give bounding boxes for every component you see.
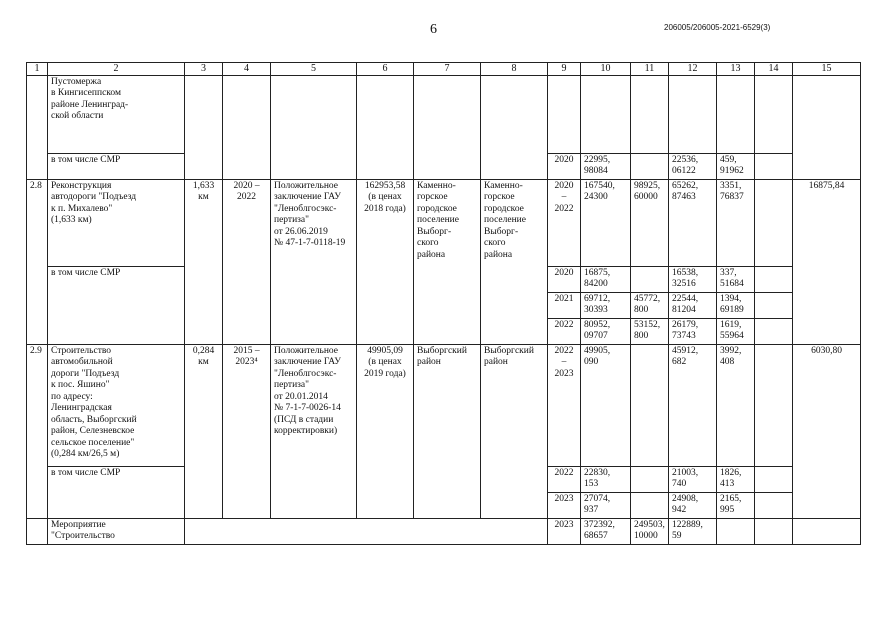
object-name: Мероприятие "Строительство [48,518,185,544]
value-cell: 459, 91962 [717,153,755,179]
value-cell: 98925, 60000 [631,179,669,266]
col-header: 11 [631,63,669,76]
value-cell: 1826, 413 [717,466,755,492]
value-cell: 167540, 24300 [581,179,631,266]
col-header: 3 [185,63,223,76]
row-number: 2.9 [27,344,48,518]
col-header: 1 [27,63,48,76]
value-cell: 22830, 153 [581,466,631,492]
value-cell: 372392, 68657 [581,518,631,544]
col-header: 5 [271,63,357,76]
expertise-cell: Положительное заключение ГАУ "Леноблгосэкс- пертиза" от 20.01.2014 № 7-1-7-0026-14 (ПСД в стадии корректировки) [271,344,357,518]
value-cell: 16875,84 [793,179,861,344]
year-cell: 2022 [548,466,581,492]
col-header: 4 [223,63,271,76]
value-cell: 24908, 942 [669,492,717,518]
value-cell: 1619, 55964 [717,318,755,344]
location-cell: Выборгский район [481,344,548,518]
year-cell: 2020 – 2022 [548,179,581,266]
col-header: 14 [755,63,793,76]
object-name: Строительство автомобильной дороги "Подъезд к пос. Яшино" по адресу: Ленинградская область, Выборгский район, Селезневское сельское поселение" (0,284 км/26,5 м) [48,344,185,466]
value-cell: 16538, 32516 [669,266,717,292]
col-header: 8 [481,63,548,76]
value-cell: 122889, 59 [669,518,717,544]
document-id: 206005/206005-2021-6529(3) [664,23,771,32]
object-name: в том числе СМР [48,153,185,179]
value-cell: 3351, 76837 [717,179,755,266]
table-row [27,518,861,544]
period-cell: 2015 – 2023⁴ [223,344,271,518]
cost-cell: 162953,58 (в ценах 2018 года) [357,179,414,344]
year-cell: 2020 [548,153,581,179]
value-cell: 45772, 800 [631,292,669,318]
col-header: 13 [717,63,755,76]
col-header: 2 [48,63,185,76]
col-header: 9 [548,63,581,76]
col-header: 6 [357,63,414,76]
col-header: 7 [414,63,481,76]
value-cell: 27074, 937 [581,492,631,518]
period-cell: 2020 – 2022 [223,179,271,344]
value-cell: 53152, 800 [631,318,669,344]
object-name: Реконструкция автодороги "Подъезд к п. Михалево" (1,633 км) [48,179,185,266]
value-cell: 2165, 995 [717,492,755,518]
length-cell: 1,633 км [185,179,223,344]
object-name: в том числе СМР [48,266,185,344]
value-cell: 22544, 81204 [669,292,717,318]
year-cell: 2021 [548,292,581,318]
object-name: в том числе СМР [48,466,185,518]
year-cell: 2023 [548,518,581,544]
table-row [27,75,861,153]
data-table [26,62,861,545]
header-row [27,63,861,76]
col-header: 10 [581,63,631,76]
value-cell: 22536, 06122 [669,153,717,179]
value-cell: 69712, 30393 [581,292,631,318]
length-cell: 0,284 км [185,344,223,518]
value-cell: 337, 51684 [717,266,755,292]
location-cell: Каменно- горское городское поселение Выборг- ского района [414,179,481,344]
value-cell: 6030,80 [793,344,861,518]
value-cell: 65262, 87463 [669,179,717,266]
value-cell: 249503, 10000 [631,518,669,544]
year-cell: 2023 [548,492,581,518]
value-cell: 3992, 408 [717,344,755,466]
location-cell: Каменно- горское городское поселение Выборг- ского района [481,179,548,344]
object-name: Пустомержа в Кингисеппском районе Ленинград- ской области [48,75,185,153]
year-cell: 2022 [548,318,581,344]
table-row [27,344,861,466]
value-cell: 80952, 09707 [581,318,631,344]
row-number: 2.8 [27,179,48,344]
page-number: 6 [430,22,437,37]
year-cell: 2020 [548,266,581,292]
year-cell: 2022 – 2023 [548,344,581,466]
expertise-cell: Положительное заключение ГАУ "Леноблгосэкс- пертиза" от 26.06.2019 № 47-1-7-0118-19 [271,179,357,344]
value-cell: 1394, 69189 [717,292,755,318]
col-header: 12 [669,63,717,76]
value-cell: 16875, 84200 [581,266,631,292]
value-cell: 49905, 090 [581,344,631,466]
value-cell: 22995, 98084 [581,153,631,179]
value-cell: 21003, 740 [669,466,717,492]
table-row [27,179,861,266]
value-cell: 45912, 682 [669,344,717,466]
location-cell: Выборгский район [414,344,481,518]
value-cell: 26179, 73743 [669,318,717,344]
col-header: 15 [793,63,861,76]
cost-cell: 49905,09 (в ценах 2019 года) [357,344,414,518]
